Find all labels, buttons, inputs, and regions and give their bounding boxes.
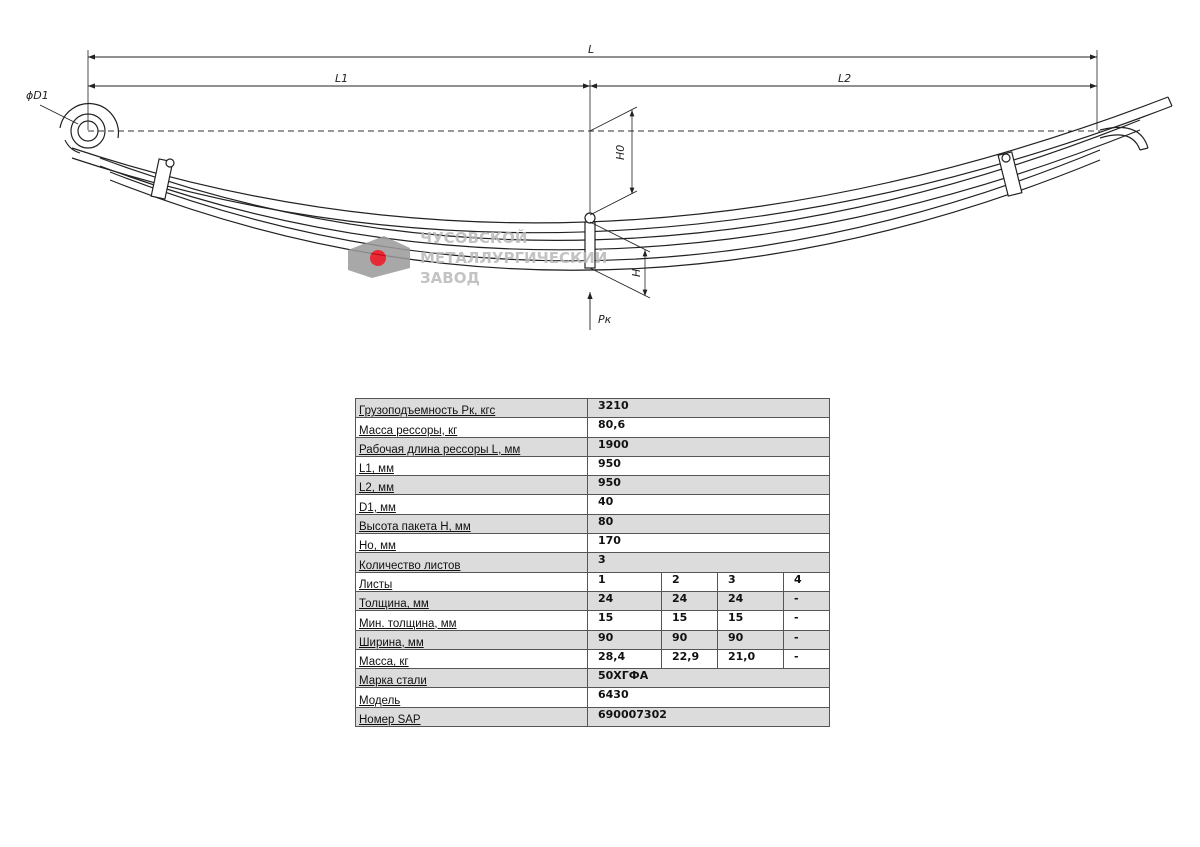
spec-leaf-value: 24 xyxy=(718,591,784,610)
spec-label: D1, мм xyxy=(356,495,588,514)
spec-row xyxy=(356,437,830,456)
spec-leaf-value: 4 xyxy=(784,572,830,591)
spec-row xyxy=(356,514,830,533)
spec-label: Hо, мм xyxy=(356,534,588,553)
spec-leaf-value: - xyxy=(784,630,830,649)
spec-leaf-value: - xyxy=(784,591,830,610)
spec-row xyxy=(356,630,830,649)
spec-leaf-value: 22,9 xyxy=(662,649,718,668)
spec-leaf-value: 2 xyxy=(662,572,718,591)
spec-leaf-value: 24 xyxy=(588,591,662,610)
spec-row xyxy=(356,456,830,475)
spec-table xyxy=(355,398,830,727)
spec-leaf-value: - xyxy=(784,649,830,668)
spec-leaf-value: 15 xyxy=(662,611,718,630)
spec-label: Масса, кг xyxy=(356,649,588,668)
spec-label: Номер SAP xyxy=(356,707,588,726)
spec-leaf-value: 24 xyxy=(662,591,718,610)
watermark-line3: ЗАВОД xyxy=(420,269,480,287)
spec-value: 50ХГФА xyxy=(588,669,830,688)
spec-value: 80 xyxy=(588,514,830,533)
spec-label: Масса рессоры, кг xyxy=(356,418,588,437)
spec-row xyxy=(356,707,830,726)
load-arrow-Pk xyxy=(590,292,612,330)
spec-label: L2, мм xyxy=(356,476,588,495)
watermark-line1: ЧУСОВСКОЙ xyxy=(420,229,528,247)
spec-leaf-value: 3 xyxy=(718,572,784,591)
spec-row xyxy=(356,495,830,514)
spec-label: Количество листов xyxy=(356,553,588,572)
spec-value: 1900 xyxy=(588,437,830,456)
spec-leaf-value: - xyxy=(784,611,830,630)
spec-label: Толщина, мм xyxy=(356,591,588,610)
dimension-H0 xyxy=(590,107,637,215)
spec-value: 80,6 xyxy=(588,418,830,437)
spec-row xyxy=(356,669,830,688)
spec-value: 40 xyxy=(588,495,830,514)
spec-label: Листы xyxy=(356,572,588,591)
spec-row xyxy=(356,688,830,707)
spec-label: Ширина, мм xyxy=(356,630,588,649)
spec-value: 170 xyxy=(588,534,830,553)
spec-leaf-value: 15 xyxy=(718,611,784,630)
dimension-L-label: L xyxy=(588,43,595,56)
leaf-spring-drawing xyxy=(0,0,1200,360)
spec-leaf-value: 21,0 xyxy=(718,649,784,668)
spec-row xyxy=(356,591,830,610)
spec-value: 3 xyxy=(588,553,830,572)
spec-label: Модель xyxy=(356,688,588,707)
spring-eye xyxy=(26,89,118,153)
spec-label: Высота пакета H, мм xyxy=(356,514,588,533)
spec-value: 3210 xyxy=(588,399,830,418)
spec-label: L1, мм xyxy=(356,456,588,475)
spec-row xyxy=(356,572,830,591)
spec-row xyxy=(356,611,830,630)
spec-row xyxy=(356,399,830,418)
spec-value: 6430 xyxy=(588,688,830,707)
spec-leaf-value: 15 xyxy=(588,611,662,630)
spec-row xyxy=(356,649,830,668)
dimension-L xyxy=(88,43,1097,130)
spec-leaf-value: 1 xyxy=(588,572,662,591)
spec-label: Грузоподъемность Pк, кгс xyxy=(356,399,588,418)
dimension-D1-label: ϕD1 xyxy=(26,89,49,102)
spec-label: Марка стали xyxy=(356,669,588,688)
spec-row xyxy=(356,418,830,437)
spec-value: 950 xyxy=(588,476,830,495)
watermark-logo xyxy=(348,228,607,287)
dimension-H0-label: H0 xyxy=(614,144,627,160)
spec-leaf-value: 90 xyxy=(588,630,662,649)
spec-row xyxy=(356,553,830,572)
dimension-L2-label: L2 xyxy=(838,72,852,85)
spec-leaf-value: 90 xyxy=(718,630,784,649)
spec-label: Мин. толщина, мм xyxy=(356,611,588,630)
spec-row xyxy=(356,534,830,553)
spec-row xyxy=(356,476,830,495)
spec-leaf-value: 90 xyxy=(662,630,718,649)
spec-value: 690007302 xyxy=(588,707,830,726)
spec-label: Рабочая длина рессоры L, мм xyxy=(356,437,588,456)
watermark-line2: МЕТАЛЛУРГИЧЕСКИЙ xyxy=(420,249,608,267)
dimension-L1-label: L1 xyxy=(335,72,349,85)
spec-leaf-value: 28,4 xyxy=(588,649,662,668)
load-Pk-label: Pк xyxy=(598,313,612,326)
dimension-H-label: H xyxy=(630,268,643,277)
spec-value: 950 xyxy=(588,456,830,475)
